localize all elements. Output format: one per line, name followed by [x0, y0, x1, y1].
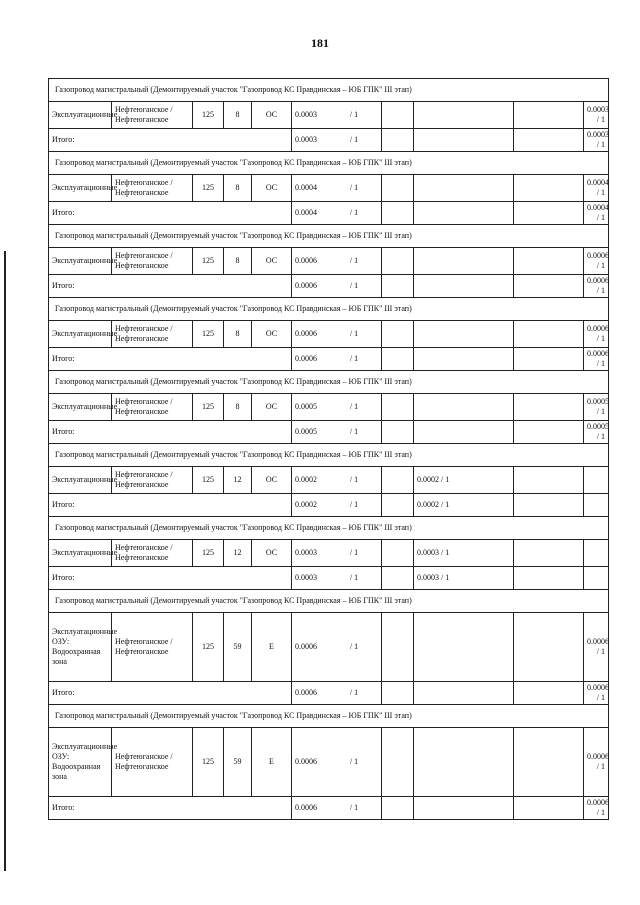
empty-cell [382, 467, 414, 494]
total-share-denominator: / 1 [349, 500, 359, 509]
end-share-cell: 0.0005 / 1 [584, 394, 609, 421]
empty-cell [514, 682, 584, 705]
total-end-share-cell: 0.0006 / 1 [584, 682, 609, 705]
category-cell: Эксплуатационные [49, 394, 112, 421]
type-cell: ОС [252, 102, 292, 129]
share-value: 0.0005 [295, 402, 317, 411]
empty-cell [382, 248, 414, 275]
end-share-cell: 0.0006 / 1 [584, 248, 609, 275]
total-end-share-cell: 0.0006 / 1 [584, 275, 609, 298]
category-cell: Эксплуатационные [49, 175, 112, 202]
empty-cell [382, 682, 414, 705]
total-share-denominator: / 1 [349, 688, 359, 697]
section-header-row [49, 444, 609, 467]
type-cell: Е [252, 613, 292, 682]
total-end-share-cell [584, 494, 609, 517]
empty-cell [382, 202, 414, 225]
scan-edge-mark [4, 251, 6, 871]
section-title: Газопровод магистральный (Демонтируемый участок "Газопровод КС Правдинская – ЮБ ГПК" III этап) [49, 225, 609, 248]
total-share-denominator: / 1 [349, 427, 359, 436]
mid-share-cell [414, 728, 514, 797]
mid-share-cell: 0.0002 / 1 [414, 467, 514, 494]
section-title: Газопровод магистральный (Демонтируемый участок "Газопровод КС Правдинская – ЮБ ГПК" III этап) [49, 590, 609, 613]
total-share-value: 0.0003 [295, 135, 317, 144]
section-title: Газопровод магистральный (Демонтируемый участок "Газопровод КС Правдинская – ЮБ ГПК" III этап) [49, 298, 609, 321]
share-denominator: / 1 [349, 475, 359, 484]
total-share-cell [292, 797, 382, 820]
category-cell: Эксплуатационные ОЗУ: Водоохранная зона [49, 613, 112, 682]
category-cell: Эксплуатационные [49, 321, 112, 348]
code-cell: 125 [193, 321, 224, 348]
mid-share-cell [414, 248, 514, 275]
end-share-cell: 0.0006 / 1 [584, 728, 609, 797]
share-cell [292, 540, 382, 567]
category-cell: Эксплуатационные [49, 467, 112, 494]
total-share-denominator: / 1 [349, 803, 359, 812]
end-share-cell: 0.0004 / 1 [584, 175, 609, 202]
share-cell [292, 613, 382, 682]
empty-cell [514, 613, 584, 682]
total-share-value: 0.0006 [295, 281, 317, 290]
number-cell: 59 [224, 728, 252, 797]
share-cell [292, 728, 382, 797]
land-parcel-table [48, 78, 609, 820]
category-cell: Эксплуатационные [49, 248, 112, 275]
empty-cell [514, 348, 584, 371]
empty-cell [382, 494, 414, 517]
total-share-cell [292, 348, 382, 371]
section-title: Газопровод магистральный (Демонтируемый участок "Газопровод КС Правдинская – ЮБ ГПК" III этап) [49, 371, 609, 394]
share-cell [292, 467, 382, 494]
share-denominator: / 1 [349, 110, 359, 119]
category-cell: Эксплуатационные ОЗУ: Водоохранная зона [49, 728, 112, 797]
number-cell: 8 [224, 394, 252, 421]
total-share-cell [292, 129, 382, 152]
empty-cell [382, 797, 414, 820]
total-mid-share-cell [414, 348, 514, 371]
share-value: 0.0003 [295, 110, 317, 119]
total-row [49, 797, 609, 820]
total-share-value: 0.0002 [295, 500, 317, 509]
number-cell: 12 [224, 467, 252, 494]
number-cell: 8 [224, 175, 252, 202]
empty-cell [382, 102, 414, 129]
total-row [49, 682, 609, 705]
mid-share-cell: 0.0003 / 1 [414, 540, 514, 567]
code-cell: 125 [193, 728, 224, 797]
share-denominator: / 1 [349, 329, 359, 338]
total-mid-share-cell: 0.0002 / 1 [414, 494, 514, 517]
data-row [49, 102, 609, 129]
empty-cell [382, 321, 414, 348]
data-row [49, 613, 609, 682]
total-share-cell [292, 275, 382, 298]
total-mid-share-cell: 0.0003 / 1 [414, 567, 514, 590]
number-cell: 12 [224, 540, 252, 567]
total-end-share-cell: 0.0003 / 1 [584, 129, 609, 152]
empty-cell [514, 467, 584, 494]
total-share-value: 0.0003 [295, 573, 317, 582]
section-title: Газопровод магистральный (Демонтируемый участок "Газопровод КС Правдинская – ЮБ ГПК" III этап) [49, 705, 609, 728]
code-cell: 125 [193, 613, 224, 682]
end-share-cell [584, 540, 609, 567]
type-cell: ОС [252, 321, 292, 348]
data-row [49, 467, 609, 494]
location-cell: Нефтеюганское / Нефтеюганское [112, 613, 193, 682]
table-body [49, 79, 609, 820]
code-cell: 125 [193, 467, 224, 494]
total-share-cell [292, 567, 382, 590]
number-cell: 8 [224, 321, 252, 348]
empty-cell [514, 102, 584, 129]
total-share-value: 0.0005 [295, 427, 317, 436]
empty-cell [514, 175, 584, 202]
type-cell: ОС [252, 248, 292, 275]
data-row [49, 540, 609, 567]
section-header-row [49, 298, 609, 321]
location-cell: Нефтеюганское / Нефтеюганское [112, 248, 193, 275]
mid-share-cell [414, 102, 514, 129]
share-denominator: / 1 [349, 642, 359, 651]
end-share-cell: 0.0006 / 1 [584, 321, 609, 348]
section-header-row [49, 590, 609, 613]
total-row [49, 275, 609, 298]
empty-cell [382, 613, 414, 682]
total-end-share-cell: 0.0005 / 1 [584, 421, 609, 444]
location-cell: Нефтеюганское / Нефтеюганское [112, 467, 193, 494]
share-cell [292, 394, 382, 421]
section-title: Газопровод магистральный (Демонтируемый участок "Газопровод КС Правдинская – ЮБ ГПК" III этап) [49, 79, 609, 102]
total-mid-share-cell [414, 421, 514, 444]
total-share-denominator: / 1 [349, 573, 359, 582]
location-cell: Нефтеюганское / Нефтеюганское [112, 394, 193, 421]
share-value: 0.0002 [295, 475, 317, 484]
code-cell: 125 [193, 394, 224, 421]
total-mid-share-cell [414, 129, 514, 152]
number-cell: 59 [224, 613, 252, 682]
location-cell: Нефтеюганское / Нефтеюганское [112, 540, 193, 567]
empty-cell [514, 129, 584, 152]
share-cell [292, 175, 382, 202]
total-end-share-cell: 0.0006 / 1 [584, 797, 609, 820]
section-title: Газопровод магистральный (Демонтируемый участок "Газопровод КС Правдинская – ЮБ ГПК" III этап) [49, 444, 609, 467]
share-denominator: / 1 [349, 548, 359, 557]
end-share-cell [584, 467, 609, 494]
location-cell: Нефтеюганское / Нефтеюганское [112, 175, 193, 202]
share-denominator: / 1 [349, 256, 359, 265]
section-header-row [49, 79, 609, 102]
total-share-value: 0.0006 [295, 688, 317, 697]
share-value: 0.0006 [295, 329, 317, 338]
empty-cell [382, 175, 414, 202]
mid-share-cell [414, 394, 514, 421]
empty-cell [514, 275, 584, 298]
empty-cell [382, 129, 414, 152]
total-share-denominator: / 1 [349, 354, 359, 363]
empty-cell [514, 567, 584, 590]
share-denominator: / 1 [349, 402, 359, 411]
total-label: Итого: [49, 202, 292, 225]
empty-cell [382, 728, 414, 797]
total-label: Итого: [49, 797, 292, 820]
total-row [49, 202, 609, 225]
category-cell: Эксплуатационные [49, 540, 112, 567]
type-cell: ОС [252, 175, 292, 202]
empty-cell [382, 348, 414, 371]
share-value: 0.0006 [295, 256, 317, 265]
share-cell [292, 102, 382, 129]
location-cell: Нефтеюганское / Нефтеюганское [112, 728, 193, 797]
total-end-share-cell [584, 567, 609, 590]
section-header-row [49, 371, 609, 394]
empty-cell [382, 275, 414, 298]
total-share-value: 0.0006 [295, 354, 317, 363]
page-number: 181 [311, 36, 329, 50]
total-end-share-cell: 0.0004 / 1 [584, 202, 609, 225]
empty-cell [514, 421, 584, 444]
empty-cell [514, 202, 584, 225]
empty-cell [514, 494, 584, 517]
total-share-denominator: / 1 [349, 281, 359, 290]
empty-cell [514, 321, 584, 348]
location-cell: Нефтеюганское / Нефтеюганское [112, 102, 193, 129]
mid-share-cell [414, 321, 514, 348]
share-cell [292, 248, 382, 275]
section-header-row [49, 705, 609, 728]
data-row [49, 175, 609, 202]
empty-cell [382, 540, 414, 567]
empty-cell [382, 567, 414, 590]
total-label: Итого: [49, 421, 292, 444]
share-denominator: / 1 [349, 757, 359, 766]
total-share-cell [292, 494, 382, 517]
share-denominator: / 1 [349, 183, 359, 192]
section-header-row [49, 517, 609, 540]
total-share-cell [292, 202, 382, 225]
section-header-row [49, 225, 609, 248]
empty-cell [382, 421, 414, 444]
number-cell: 8 [224, 102, 252, 129]
total-mid-share-cell [414, 202, 514, 225]
total-label: Итого: [49, 348, 292, 371]
total-mid-share-cell [414, 275, 514, 298]
total-mid-share-cell [414, 682, 514, 705]
number-cell: 8 [224, 248, 252, 275]
empty-cell [382, 394, 414, 421]
total-share-denominator: / 1 [349, 135, 359, 144]
section-title: Газопровод магистральный (Демонтируемый участок "Газопровод КС Правдинская – ЮБ ГПК" III этап) [49, 517, 609, 540]
total-row [49, 494, 609, 517]
data-row [49, 394, 609, 421]
total-row [49, 348, 609, 371]
share-value: 0.0004 [295, 183, 317, 192]
share-value: 0.0006 [295, 757, 317, 766]
section-header-row [49, 152, 609, 175]
total-label: Итого: [49, 682, 292, 705]
code-cell: 125 [193, 540, 224, 567]
end-share-cell: 0.0006 / 1 [584, 613, 609, 682]
share-value: 0.0006 [295, 642, 317, 651]
total-label: Итого: [49, 494, 292, 517]
empty-cell [514, 728, 584, 797]
category-cell: Эксплуатационные [49, 102, 112, 129]
data-row [49, 728, 609, 797]
data-row [49, 321, 609, 348]
type-cell: ОС [252, 394, 292, 421]
type-cell: Е [252, 728, 292, 797]
empty-cell [514, 248, 584, 275]
empty-cell [514, 540, 584, 567]
total-share-value: 0.0004 [295, 208, 317, 217]
data-row [49, 248, 609, 275]
end-share-cell: 0.0003 / 1 [584, 102, 609, 129]
total-end-share-cell: 0.0006 / 1 [584, 348, 609, 371]
mid-share-cell [414, 613, 514, 682]
total-row [49, 567, 609, 590]
total-share-cell [292, 421, 382, 444]
type-cell: ОС [252, 467, 292, 494]
code-cell: 125 [193, 248, 224, 275]
total-share-value: 0.0006 [295, 803, 317, 812]
total-label: Итого: [49, 129, 292, 152]
total-label: Итого: [49, 567, 292, 590]
mid-share-cell [414, 175, 514, 202]
total-row [49, 421, 609, 444]
share-cell [292, 321, 382, 348]
empty-cell [514, 394, 584, 421]
total-row [49, 129, 609, 152]
section-title: Газопровод магистральный (Демонтируемый участок "Газопровод КС Правдинская – ЮБ ГПК" III этап) [49, 152, 609, 175]
total-share-denominator: / 1 [349, 208, 359, 217]
total-label: Итого: [49, 275, 292, 298]
total-mid-share-cell [414, 797, 514, 820]
code-cell: 125 [193, 175, 224, 202]
empty-cell [514, 797, 584, 820]
type-cell: ОС [252, 540, 292, 567]
location-cell: Нефтеюганское / Нефтеюганское [112, 321, 193, 348]
total-share-cell [292, 682, 382, 705]
share-value: 0.0003 [295, 548, 317, 557]
code-cell: 125 [193, 102, 224, 129]
